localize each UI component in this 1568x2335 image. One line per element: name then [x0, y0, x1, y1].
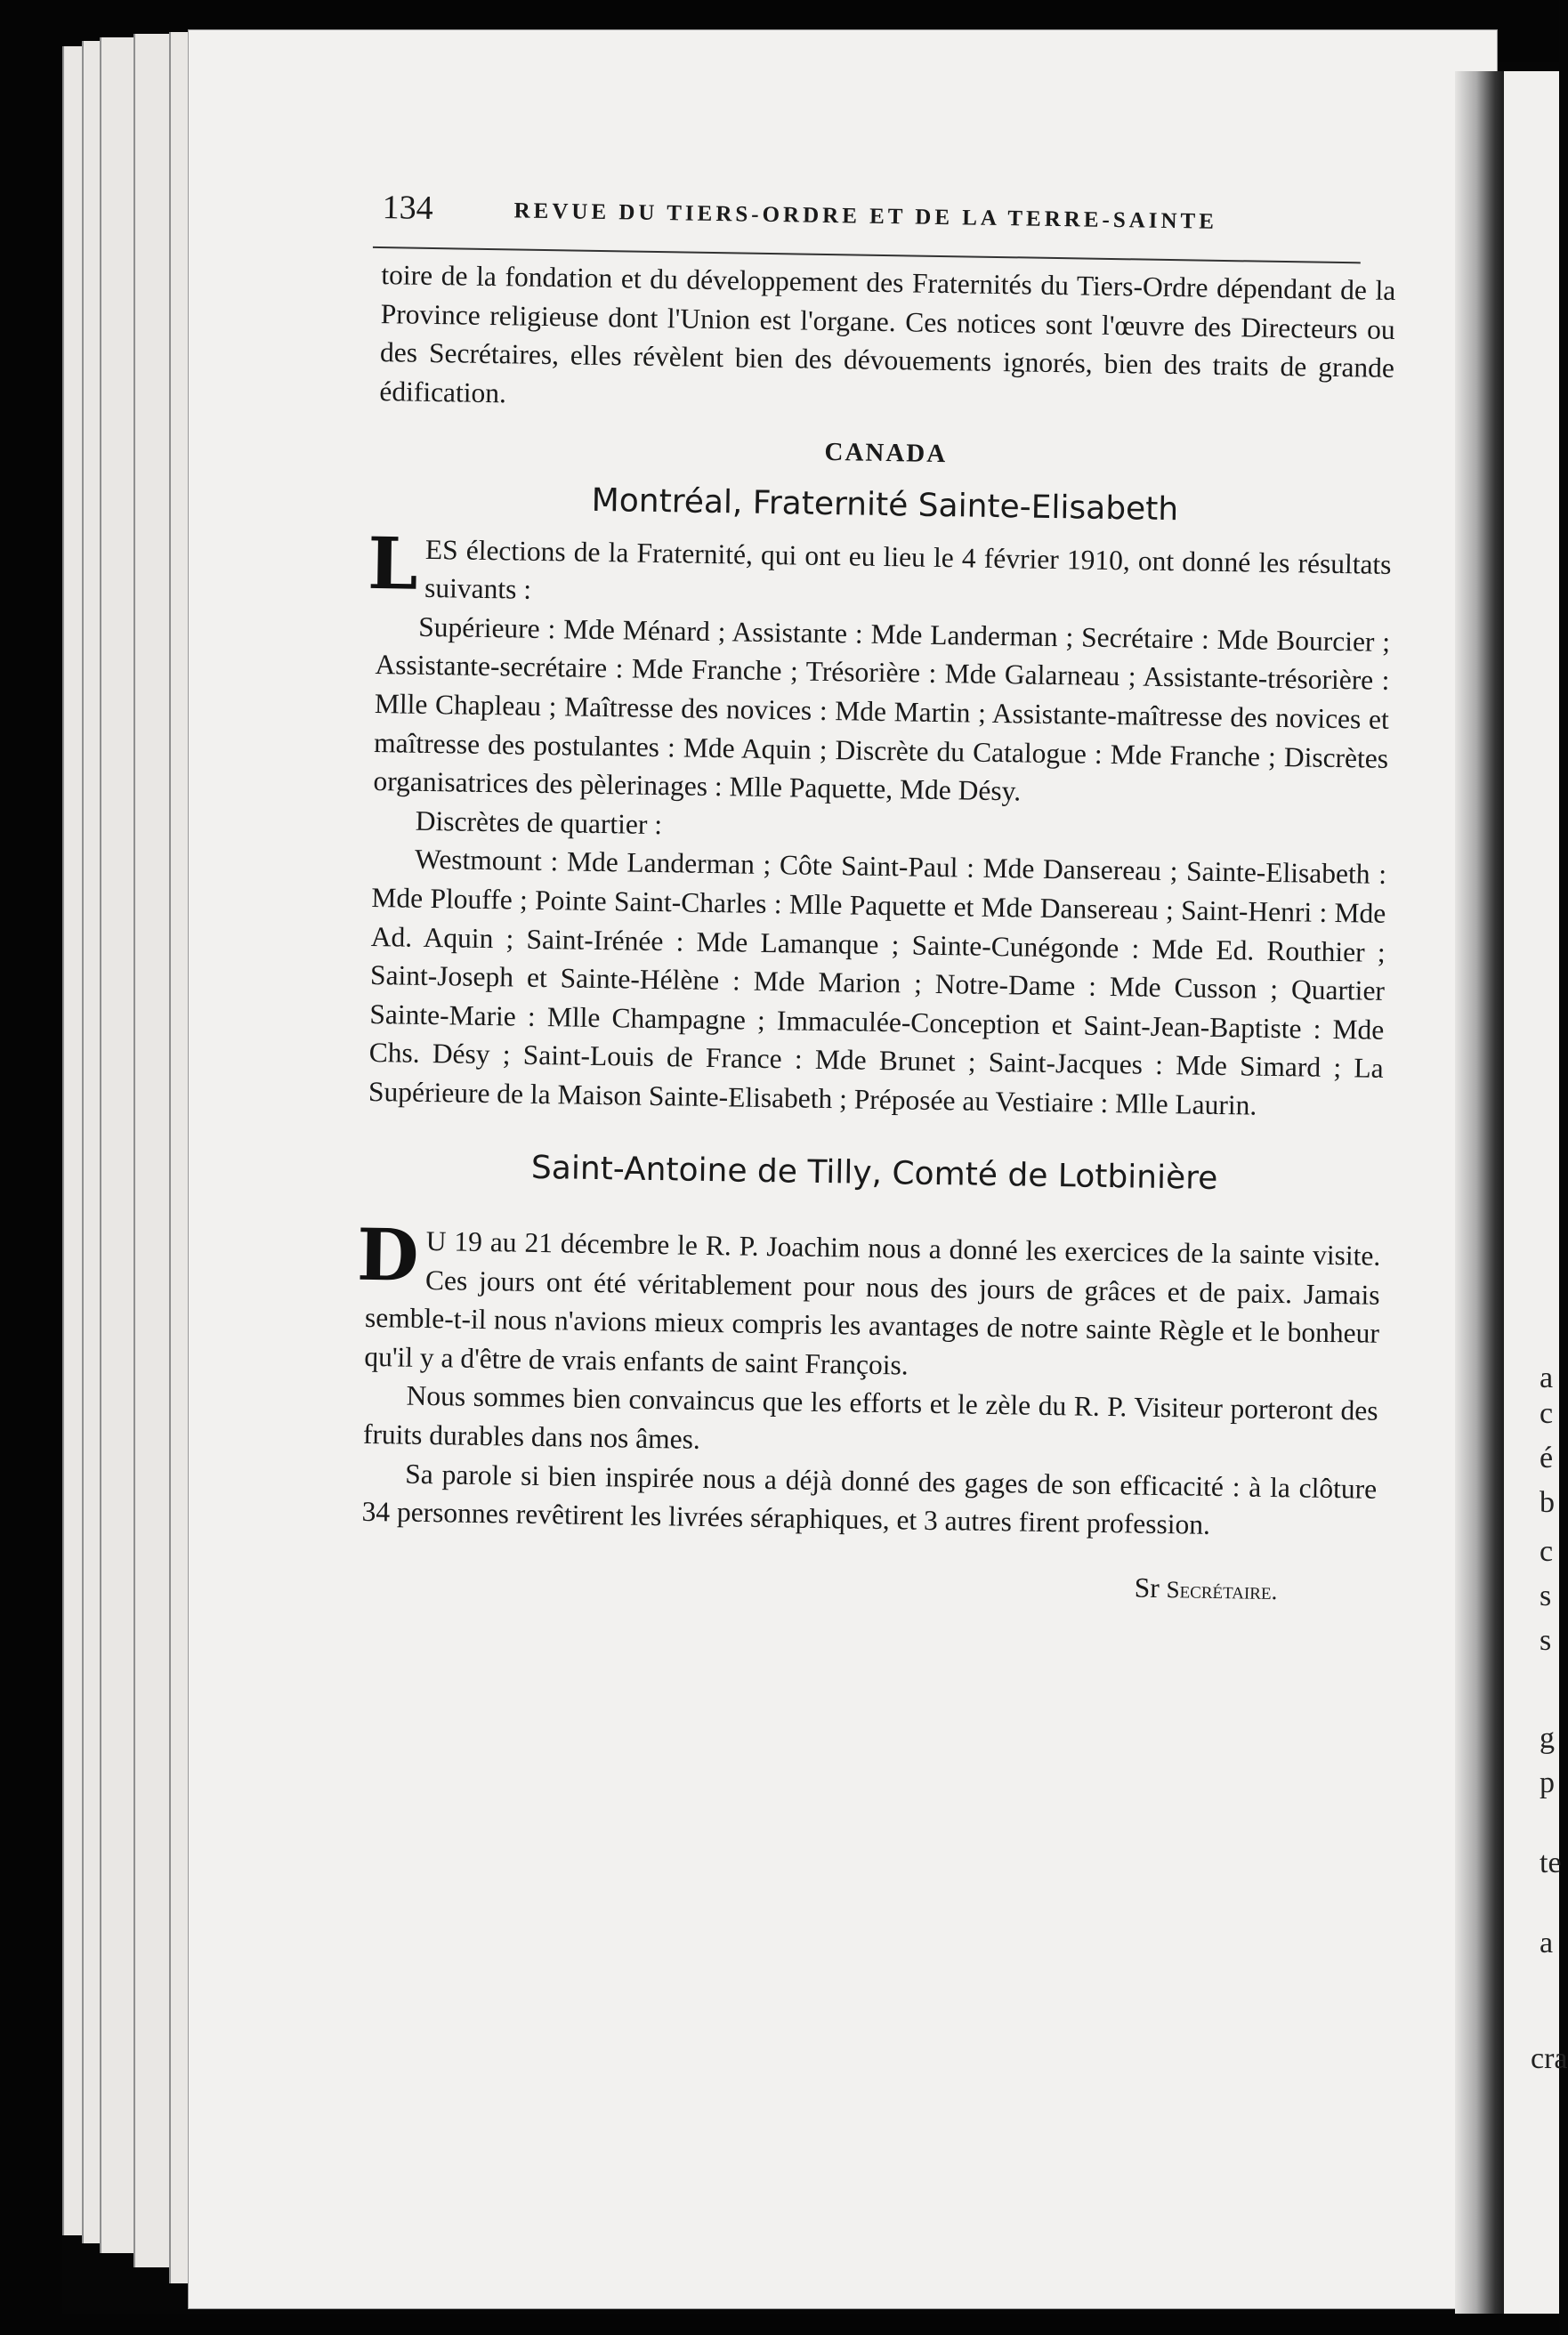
- facing-fragment: s: [1540, 1624, 1552, 1657]
- signature-prefix: Sr: [1134, 1571, 1160, 1604]
- facing-fragment: b: [1540, 1486, 1555, 1519]
- paragraph: [356, 1212, 1381, 1392]
- signature-name: Secrétaire.: [1166, 1575, 1278, 1604]
- quarters-paragraph: Westmount : Mde Landerman ; Côte Saint-Paul : Mde Dansereau ; Sainte-Elisabeth : Mde Plouffe ; Pointe Saint-Charles : Mlle Paquette et Mde Dansereau ; Saint-Henri : Mde Ad. Aquin ; Saint-Irénée : Mde Lamanque ; Sainte-Cunégonde : Mde Ed. Routhier ; Saint-Joseph et Sainte-Hélène : Mde Marion ; Notre-Dame : Mde Cusson ; Quartier Sainte-Marie : Mlle Champagne ; Immaculée-Conception et Saint-Jean-Baptiste : Mde Chs. Désy ; Saint-Louis de France : Mde Brunet ; Saint-Jacques : Mde Simard ; La Supérieure de la Maison Sainte-Elisabeth ; Préposée au Vestiaire : Mlle Laurin.: [368, 844, 1387, 1121]
- scan-border-left: [0, 0, 62, 2335]
- paragraph: Sa parole si bien inspirée nous a déjà donné des gages de son efficacité : à la clôture 34 personnes revêtirent les livrées séraphiques, et 3 autres firent profession.: [361, 1458, 1378, 1541]
- facing-fragment: c: [1540, 1397, 1554, 1430]
- paragraph: Nous sommes bien convaincus que les efforts et le zèle du R. P. Visiteur porteront des fruits durables dans nos âmes.: [362, 1380, 1378, 1455]
- scan-border-bottom: [0, 2314, 1559, 2335]
- officers-paragraph: Supérieure : Mde Ménard ; Assistante : Mde Landerman ; Secrétaire : Mde Bourcier ; Assistante-secrétaire : Mde Franche ; Trésorière : Mde Galarneau ; Assistante-trésorière : Mlle Chapleau ; Maîtresse des novices : Mde Martin ; Assistante-maîtresse des novices et maîtresse des postulantes : Mde Aquin ; Discrète du Catalogue : Mde Franche ; Discrètes organisatrices des pèlerinages : Mlle Paquette, Mde Désy.: [373, 610, 1391, 807]
- section-title: Montréal, Fraternité Sainte-Elisabeth: [591, 481, 1179, 529]
- drop-cap: D: [356, 1212, 420, 1297]
- page-text: [298, 187, 1396, 1612]
- page-number: 134: [382, 189, 433, 227]
- facing-fragment: cra: [1531, 2042, 1568, 2075]
- facing-fragment: s: [1540, 1580, 1552, 1612]
- book-gutter: [1455, 71, 1508, 2314]
- facing-fragment: g: [1540, 1722, 1555, 1755]
- facing-fragment: te: [1540, 1846, 1562, 1879]
- quarters-label: Discrètes de quartier :: [415, 804, 663, 840]
- facing-fragment: a: [1540, 1927, 1554, 1959]
- facing-fragment: p: [1540, 1766, 1555, 1799]
- facing-fragment: a: [1540, 1361, 1554, 1394]
- facing-page: [1504, 71, 1568, 2314]
- intro-paragraph: toire de la fondation et du développement des Fraternités du Tiers-Ordre dépendant de la Province religieuse dont l'Union est l'organe. Ces notices sont l'œuvre des Directeurs ou des Secrétaires, elles révèlent bien des dévouements ignorés, bien des traits de grande édification.: [379, 259, 1396, 409]
- facing-fragment: é: [1540, 1442, 1554, 1475]
- section-title: Saint-Antoine de Tilly, Comté de Lotbinière: [530, 1150, 1218, 1198]
- country-heading: CANADA: [824, 438, 948, 469]
- paragraph-text: U 19 au 21 décembre le R. P. Joachim nous a donné les exercices de la sainte visite. Ces jours ont été véritablement pour nous des jours de grâces et de paix. Jamais semble-t-il nous n'avions mieux compris les avantages de notre sainte Règle et le bonheur qu'il y a d'être de vrais enfants de saint François.: [364, 1225, 1381, 1381]
- running-title: REVUE DU TIERS-ORDRE ET DE LA TERRE-SAINTE: [513, 198, 1218, 234]
- facing-fragment: c: [1540, 1535, 1554, 1568]
- drop-cap: L: [367, 521, 419, 606]
- article-body: [298, 255, 1396, 1612]
- paragraph-text: ES élections de la Fraternité, qui ont eu lieu le 4 février 1910, ont donné les résultats suivants :: [424, 533, 1392, 605]
